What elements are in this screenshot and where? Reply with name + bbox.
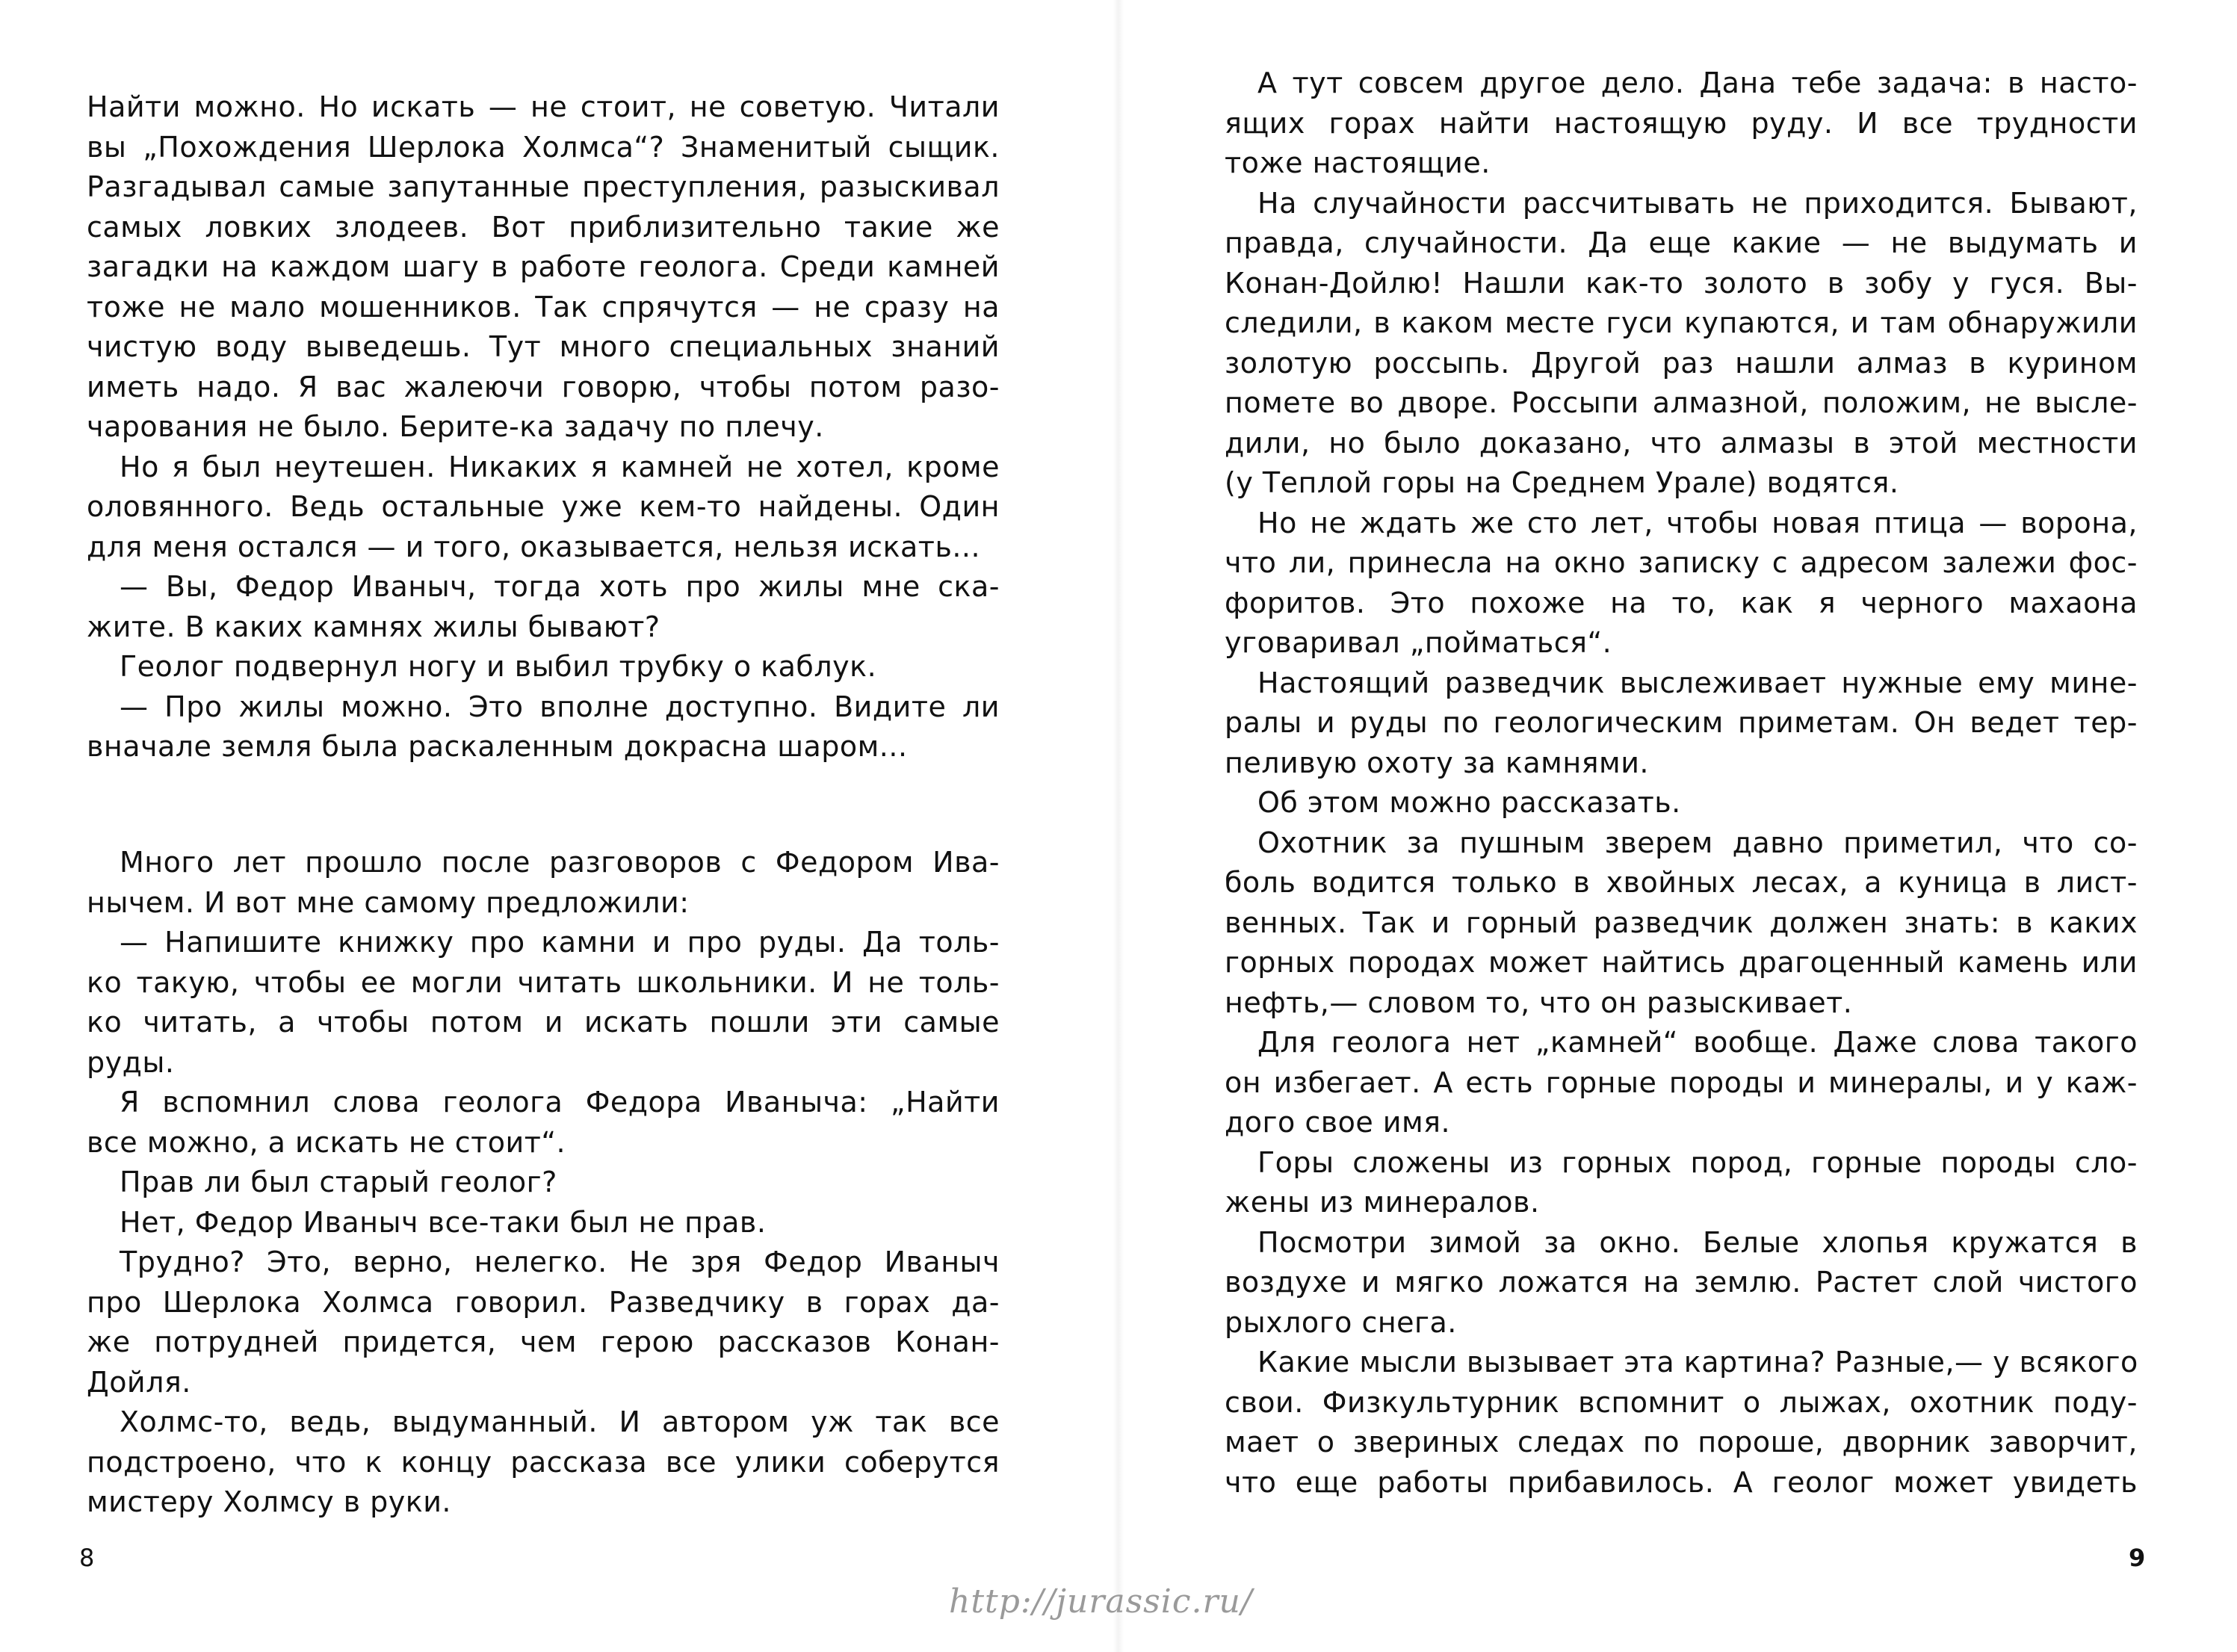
text-line: чарования не было. Берите-ка задачу по плечу. xyxy=(87,410,824,443)
text-line: загадки на каждом шагу в работе геолога. Среди камней xyxy=(87,250,1000,283)
left-page xyxy=(0,0,1118,1652)
text-line: мает о звериных следах по пороше, дворник заворчит, xyxy=(1225,1426,2138,1458)
text-line: А тут совсем другое дело. Дана тебе задача: в насто- xyxy=(1257,66,2138,99)
text-line: самых ловких злодеев. Вот приблизительно такие же xyxy=(87,210,1000,244)
text-line: Охотник за пушным зверем давно приметил, что со- xyxy=(1257,826,2138,859)
text-line: тоже настоящие. xyxy=(1225,146,1491,179)
text-line: Об этом можно рассказать. xyxy=(1257,786,1681,819)
text-line: подстроено, что к концу рассказа все улики соберутся xyxy=(87,1445,1000,1479)
text-line: для меня остался — и того, оказывается, нельзя искать... xyxy=(87,530,981,563)
text-line: — Вы, Федор Иваныч, тогда хоть про жилы мне ска- xyxy=(120,570,1000,603)
text-line: Для геолога нет „камней“ вообще. Даже слова такого xyxy=(1257,1026,2138,1059)
text-line: следили, в каком месте гуси купаются, и там обнаружили xyxy=(1225,306,2138,339)
text-line: правда, случайности. Да еще какие — не выдумать и xyxy=(1225,226,2138,259)
text-line: — Напишите книжку про камни и про руды. Да толь- xyxy=(120,926,1000,959)
text-line: он избегает. А есть горные породы и минералы, и у каж- xyxy=(1225,1065,2138,1099)
text-line: нычем. И вот мне самому предложили: xyxy=(87,885,690,919)
text-line: Горы сложены из горных пород, горные породы сло- xyxy=(1257,1145,2138,1179)
text-line: что ли, принесла на окно записку с адресом залежи фос- xyxy=(1225,546,2138,579)
text-line: жены из минералов. xyxy=(1225,1186,1540,1219)
left-text-block-2 xyxy=(87,843,1000,1523)
text-line: венных. Так и горный разведчик должен знать: в каких xyxy=(1225,906,2138,939)
text-line: Трудно? Это, верно, нелегко. Не зря Федор Иваныч xyxy=(120,1246,1000,1278)
text-line: — Про жилы можно. Это вполне доступно. Видите ли xyxy=(120,690,1000,723)
text-line: про Шерлока Холмса говорил. Разведчику в горах да- xyxy=(87,1285,1000,1319)
text-line: рыхлого снега. xyxy=(1225,1305,1457,1339)
page-number-right: 9 xyxy=(2129,1544,2146,1572)
text-line: Разгадывал самые запутанные преступления, разыскивал xyxy=(87,170,1000,203)
text-line: золотую россыпь. Другой раз нашли алмаз в курином xyxy=(1225,346,2138,380)
text-line: оловянного. Ведь остальные уже кем-то найдены. Один xyxy=(87,490,1000,523)
text-line: боль водится только в хвойных лесах, а куница в лист- xyxy=(1225,866,2138,899)
text-line: уговаривал „пойматься“. xyxy=(1225,626,1612,659)
text-line: все можно, а искать не стоит“. xyxy=(87,1125,566,1159)
text-line: чистую воду выведешь. Тут много специальных знаний xyxy=(87,330,1000,363)
text-line: пеливую охоту за камнями. xyxy=(1225,746,1649,779)
text-line: форитов. Это похоже на то, как я черного махаона xyxy=(1225,586,2138,619)
text-line: Геолог подвернул ногу и выбил трубку о каблук. xyxy=(120,650,877,683)
text-line: Но не ждать же сто лет, чтобы новая птица — ворона, xyxy=(1257,506,2138,539)
text-line: помете во дворе. Россыпи алмазной, положим, не высле- xyxy=(1225,386,2138,419)
text-line: Нет, Федор Иваныч все-таки был не прав. xyxy=(120,1205,767,1239)
text-line: Прав ли был старый геолог? xyxy=(120,1166,557,1198)
text-line: Дойля. xyxy=(87,1365,191,1399)
text-line: Настоящий разведчик выслеживает нужные ему мине- xyxy=(1257,666,2138,699)
text-line: Холмс-то, ведь, выдуманный. И автором уж так все xyxy=(120,1405,1000,1438)
text-line: же потрудней придется, чем герою рассказов Конан- xyxy=(87,1325,1000,1358)
text-line: ящих горах найти настоящую руду. И все трудности xyxy=(1225,106,2138,140)
text-line: тоже не мало мошенников. Так спрячутся — не сразу на xyxy=(87,290,1000,324)
page-number-left: 8 xyxy=(79,1544,95,1572)
text-line: дили, но было доказано, что алмазы в этой местности xyxy=(1225,426,2138,460)
watermark-url: http://jurassic.ru/ xyxy=(949,1583,1253,1621)
text-line: воздухе и мягко ложатся на землю. Растет слой чистого xyxy=(1225,1266,2138,1299)
text-line: На случайности рассчитывать не приходится. Бывают, xyxy=(1257,186,2138,220)
right-page xyxy=(1118,0,2237,1652)
text-line: горных породах может найтись драгоценный камень или xyxy=(1225,946,2138,979)
text-line: ко читать, а чтобы потом и искать пошли эти самые xyxy=(87,1006,1000,1039)
left-text-block-1 xyxy=(87,87,1000,767)
text-line: Найти можно. Но искать — не стоит, не советую. Читали xyxy=(87,90,1000,123)
text-line: что еще работы прибавилось. А геолог может увидеть xyxy=(1225,1465,2138,1499)
text-line: Много лет прошло после разговоров с Федором Ива- xyxy=(120,846,1000,879)
text-line: жите. В каких камнях жилы бывают? xyxy=(87,610,660,643)
text-line: вначале земля была раскаленным докрасна шаром... xyxy=(87,730,908,763)
text-line: вы „Похождения Шерлока Холмса“? Знаменитый сыщик. xyxy=(87,130,1000,164)
text-line: Я вспомнил слова геолога Федора Иваныча: „Найти xyxy=(120,1086,1000,1119)
text-line: ко такую, чтобы ее могли читать школьники. И не толь- xyxy=(87,965,1000,999)
text-line: свои. Физкультурник вспомнит о лыжах, охотник поду- xyxy=(1225,1385,2138,1419)
text-line: руды. xyxy=(87,1045,175,1079)
text-line: нефть,— словом то, что он разыскивает. xyxy=(1225,986,1853,1019)
right-text-block-1 xyxy=(1225,64,2138,1503)
text-line: Посмотри зимой за окно. Белые хлопья кружатся в xyxy=(1257,1225,2138,1259)
text-line: Но я был неутешен. Никаких я камней не хотел, кроме xyxy=(120,450,1000,483)
text-line: мистеру Холмсу в руки. xyxy=(87,1485,451,1518)
text-line: Какие мысли вызывает эта картина? Разные,— у всякого xyxy=(1257,1346,2138,1379)
text-line: Конан-Дойлю! Нашли как-то золото в зобу у гуся. Вы- xyxy=(1225,266,2138,300)
text-line: (у Теплой горы на Среднем Урале) водятся. xyxy=(1225,466,1899,499)
text-line: иметь надо. Я вас жалеючи говорю, чтобы потом разо- xyxy=(87,370,1000,403)
text-line: ралы и руды по геологическим приметам. Он ведет тер- xyxy=(1225,706,2138,739)
text-line: дого свое имя. xyxy=(1225,1106,1451,1139)
